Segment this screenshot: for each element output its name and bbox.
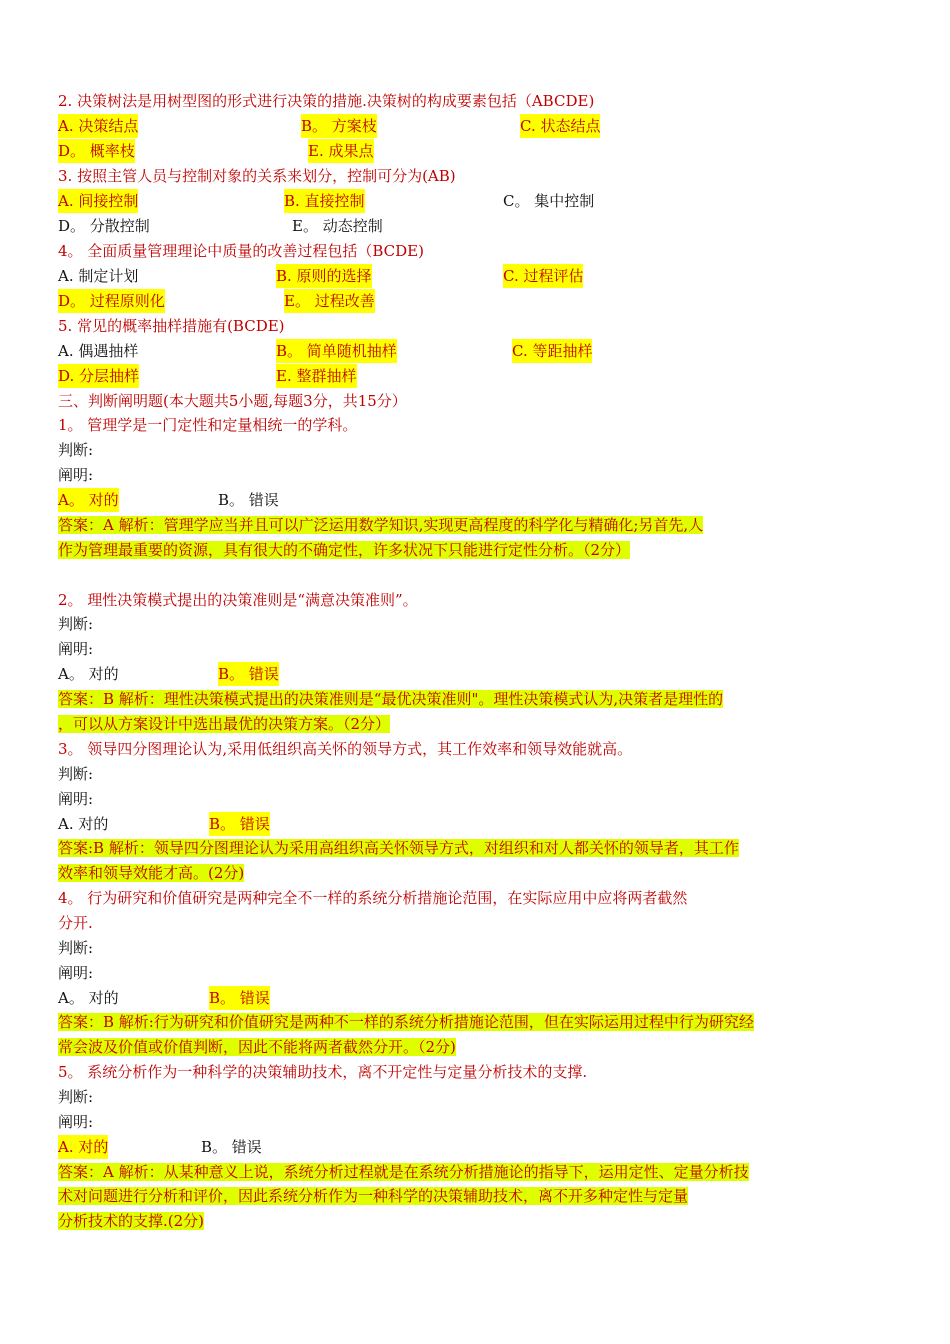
mc-question-3-options-row-1 — [58, 189, 938, 213]
judge-label: 判断: — [58, 441, 94, 459]
answer-line-2: 作为管理最重要的资源，具有很大的不确定性，许多状况下只能进行定性分析。（2分） — [58, 541, 631, 559]
mc-question-4-options-row-1 — [58, 264, 938, 288]
option-b: B。 简单随机抽样 — [276, 339, 397, 363]
option-b: B。 错误 — [201, 1138, 262, 1156]
option-a: A。 对的 — [58, 488, 119, 512]
option-a: A. 决策结点 — [58, 114, 138, 138]
option-d: D。 概率枝 — [58, 139, 135, 163]
tf-question-4-continued: 分开. — [58, 914, 93, 932]
option-b: B。 错误 — [209, 812, 270, 836]
option-d: D。 分散控制 — [58, 217, 150, 235]
tf-question-5: 5。 系统分析作为一种科学的决策辅助技术，离不开定性与定量分析技术的支撑. — [58, 1063, 588, 1081]
tf-question-5-options — [58, 1135, 938, 1159]
option-b: B. 直接控制 — [284, 189, 365, 213]
judge-label: 判断: — [58, 765, 94, 783]
mc-question-5: 5. 常见的概率抽样措施有(BCDE) — [58, 317, 285, 335]
explain-label: 阐明: — [58, 1113, 94, 1131]
tf-question-3: 3。 领导四分图理论认为,采用低组织高关怀的领导方式，其工作效率和领导效能就高。 — [58, 740, 633, 758]
mc-question-2-options-row-2 — [58, 139, 938, 163]
tf-question-1-options — [58, 488, 938, 512]
section-heading: 三、判断阐明题(本大题共5小题,每题3分，共15分） — [58, 392, 407, 410]
tf-question-4-options — [58, 986, 938, 1010]
judge-label: 判断: — [58, 615, 94, 633]
mc-question-2-options-row-1 — [58, 114, 938, 138]
explain-label: 阐明: — [58, 790, 94, 808]
mc-question-3-options-row-2 — [58, 214, 938, 238]
option-a: A。 对的 — [58, 665, 119, 683]
option-b: B。 错误 — [218, 662, 279, 686]
answer-line-2: 术对问题进行分析和评价，因此系统分析作为一种科学的决策辅助技术，离不开多种定性与定量 — [58, 1187, 689, 1205]
mc-question-4-options-row-2 — [58, 289, 938, 313]
option-b: B. 原则的选择 — [276, 264, 372, 288]
option-b: B。 错误 — [209, 986, 270, 1010]
explain-label: 阐明: — [58, 466, 94, 484]
answer-line-3: 分析技术的支撑.(2分) — [58, 1212, 205, 1230]
judge-label: 判断: — [58, 1088, 94, 1106]
answer-line-2: 效率和领导效能才高。(2分) — [58, 864, 245, 882]
option-a: A. 制定计划 — [58, 267, 139, 285]
explain-label: 阐明: — [58, 964, 94, 982]
mc-question-3: 3. 按照主管人员与控制对象的关系来划分，控制可分为(AB) — [58, 167, 456, 185]
option-a: A. 间接控制 — [58, 189, 138, 213]
mc-question-2: 2. 决策树法是用树型图的形式进行决策的措施.决策树的构成要素包括（ABCDE) — [58, 92, 595, 110]
tf-question-4: 4。 行为研究和价值研究是两种完全不一样的系统分析措施论范围，在实际应用中应将两者截然 — [58, 889, 688, 907]
option-e: E. 整群抽样 — [276, 364, 357, 388]
answer-line-2: ，可以从方案设计中选出最优的决策方案。（2分） — [58, 715, 391, 733]
option-c: C. 等距抽样 — [512, 339, 592, 363]
mc-question-5-options-row-1 — [58, 339, 938, 363]
tf-question-2-options — [58, 662, 938, 686]
option-d: D。 过程原则化 — [58, 289, 165, 313]
option-a: A. 偶遇抽样 — [58, 342, 139, 360]
answer-line-2: 常会波及价值或价值判断，因此不能将两者截然分开。（2分) — [58, 1038, 456, 1056]
option-a: A。 对的 — [58, 989, 119, 1007]
judge-label: 判断: — [58, 939, 94, 957]
explain-label: 阐明: — [58, 640, 94, 658]
tf-question-1: 1。 管理学是一门定性和定量相统一的学科。 — [58, 416, 358, 434]
option-c: C. 状态结点 — [520, 114, 600, 138]
answer-line-1: 答案：A 解析：从某种意义上说，系统分析过程就是在系统分析措施论的指导下，运用定性、定量分析技 — [58, 1163, 749, 1181]
option-b: B。 错误 — [218, 491, 279, 509]
option-a: A. 对的 — [58, 815, 109, 833]
option-d: D. 分层抽样 — [58, 364, 139, 388]
answer-line-1: 答案：A 解析：管理学应当并且可以广泛运用数学知识,实现更高程度的科学化与精确化;另首先,人 — [58, 516, 704, 534]
tf-question-3-options — [58, 812, 938, 836]
answer-line-1: 答案：B 解析：理性决策模式提出的决策准则是“最优决策准则"。理性决策模式认为,决策者是理性的 — [58, 690, 724, 708]
mc-question-4: 4。 全面质量管理理论中质量的改善过程包括（BCDE) — [58, 242, 424, 260]
option-e: E. 成果点 — [308, 139, 374, 163]
option-b: B。 方案枝 — [301, 114, 377, 138]
option-a: A. 对的 — [58, 1135, 108, 1159]
option-e: E。 过程改善 — [284, 289, 375, 313]
option-c: C。 集中控制 — [503, 192, 595, 210]
answer-line-1: 答案:B 解析：领导四分图理论认为采用高组织高关怀领导方式，对组织和对人都关怀的领导者，其工作 — [58, 839, 739, 857]
mc-question-5-options-row-2 — [58, 364, 938, 388]
answer-line-1: 答案：B 解析:行为研究和价值研究是两种不一样的系统分析措施论范围，但在实际运用过程中行为研究经 — [58, 1013, 754, 1031]
tf-question-2: 2。 理性决策模式提出的决策准则是“满意决策准则”。 — [58, 591, 418, 609]
option-c: C. 过程评估 — [503, 264, 583, 288]
option-e: E。 动态控制 — [292, 217, 383, 235]
